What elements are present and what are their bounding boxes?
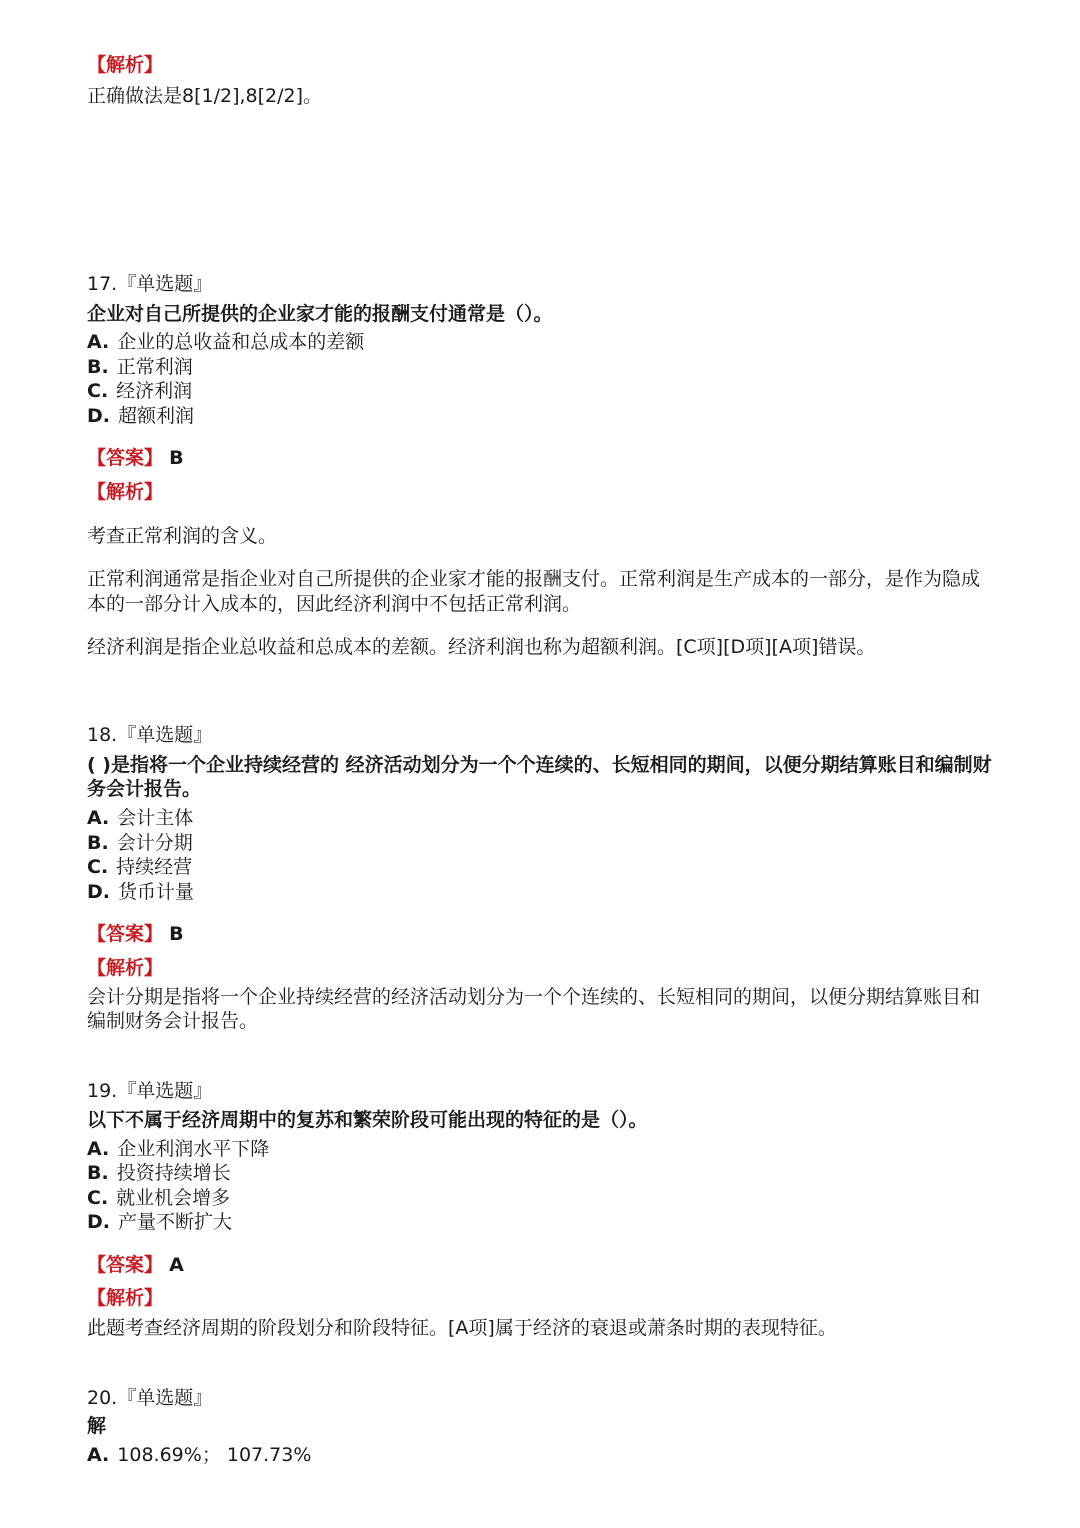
- q18-number: 18.『单选题』: [87, 724, 213, 746]
- q19-option-c: C. 就业机会增多: [87, 1187, 231, 1209]
- q19-option-b: B. 投资持续增长: [87, 1162, 231, 1184]
- q17-stem: 企业对自己所提供的企业家才能的报酬支付通常是（）。: [87, 303, 553, 325]
- q17-answer: 【答案】 B: [87, 447, 184, 469]
- q19-option-d: D. 产量不断扩大: [87, 1211, 233, 1233]
- q17-option-d: D. 超额利润: [87, 405, 195, 427]
- q18-analysis-label: 【解析】: [87, 957, 164, 979]
- q18-analysis-line: 编制财务会计报告。: [87, 1010, 259, 1032]
- q18-answer: 【答案】 B: [87, 923, 184, 945]
- q19-analysis-label: 【解析】: [87, 1287, 164, 1309]
- q17-analysis-line: 经济利润是指企业总收益和总成本的差额。经济利润也称为超额利润。[C项][D项][A项]错误。: [87, 636, 876, 658]
- q17-analysis-line: 正常利润通常是指企业对自己所提供的企业家才能的报酬支付。正常利润是生产成本的一部分，是作为隐成: [87, 568, 981, 590]
- q18-stem-line: ( )是指将一个企业持续经营的 经济活动划分为一个个连续的、长短相同的期间，以便分期结算账目和编制财: [87, 754, 992, 776]
- prev-analysis-text: 正确做法是8[1/2],8[2/2]。: [87, 85, 323, 107]
- q17-option-a: A. 企业的总收益和总成本的差额: [87, 331, 365, 353]
- q17-analysis-line: 本的一部分计入成本的，因此经济利润中不包括正常利润。: [87, 593, 582, 615]
- q18-option-a: A. 会计主体: [87, 807, 194, 829]
- q18-option-b: B. 会计分期: [87, 832, 193, 854]
- q17-analysis-line: 考查正常利润的含义。: [87, 525, 278, 547]
- q20-stem: 解: [87, 1415, 107, 1437]
- q19-number: 19.『单选题』: [87, 1080, 213, 1102]
- q17-analysis-label: 【解析】: [87, 481, 164, 503]
- q19-analysis-line: 此题考查经济周期的阶段划分和阶段特征。[A项]属于经济的衰退或萧条时期的表现特征。: [87, 1317, 837, 1339]
- q18-analysis-line: 会计分期是指将一个企业持续经营的经济活动划分为一个个连续的、长短相同的期间，以便分期结算账目和: [87, 986, 981, 1008]
- q18-option-d: D. 货币计量: [87, 881, 195, 903]
- prev-analysis-label: 【解析】: [87, 54, 164, 76]
- q19-stem: 以下不属于经济周期中的复苏和繁荣阶段可能出现的特征的是（）。: [87, 1109, 648, 1131]
- q18-stem-line: 务会计报告。: [87, 778, 202, 800]
- q17-option-c: C. 经济利润: [87, 380, 193, 402]
- q18-option-c: C. 持续经营: [87, 856, 193, 878]
- q20-number: 20.『单选题』: [87, 1387, 213, 1409]
- q17-option-b: B. 正常利润: [87, 356, 193, 378]
- q19-answer: 【答案】 A: [87, 1254, 184, 1276]
- q20-option-a: A. 108.69%； 107.73%: [87, 1444, 312, 1466]
- q17-number: 17.『单选题』: [87, 273, 213, 295]
- q19-option-a: A. 企业利润水平下降: [87, 1138, 270, 1160]
